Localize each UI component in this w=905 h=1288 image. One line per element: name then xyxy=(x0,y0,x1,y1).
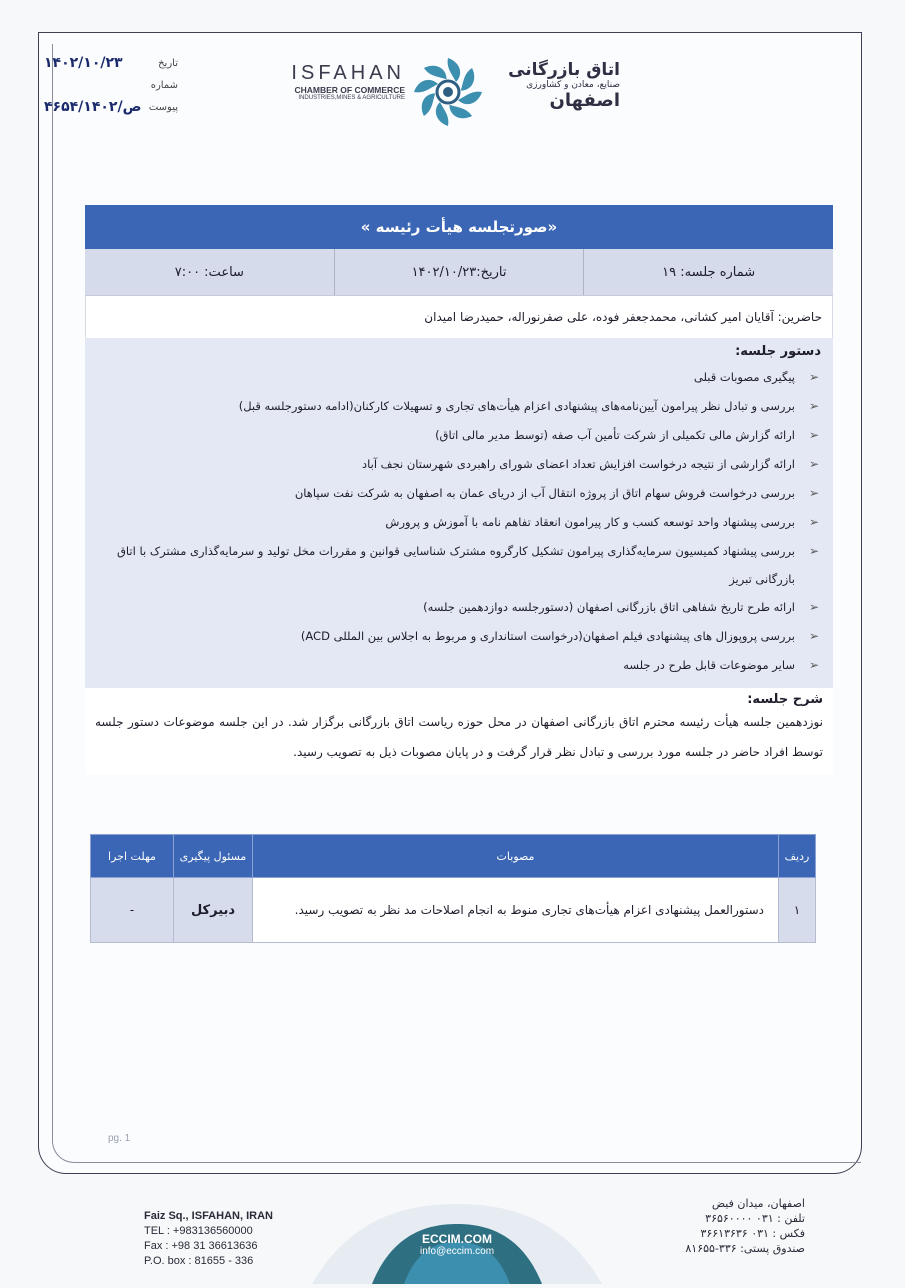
meta-number-label: شماره xyxy=(150,80,178,91)
footer-pobox-fa: صندوق پستی: ۳۳۶-۸۱۶۵۵ xyxy=(685,1242,805,1255)
agenda-item: ➢ ارائه گزارش مالی تکمیلی از شرکت تأمین آب صفه (توسط مدیر مالی اتاق) xyxy=(97,421,821,450)
footer-web-text xyxy=(312,1232,602,1257)
footer-address-en: Faiz Sq., ISFAHAN, IRAN xyxy=(144,1210,273,1222)
description-section xyxy=(85,688,833,775)
checkmark-arrow-icon: ➢ xyxy=(808,457,819,471)
description-heading: شرح جلسه: xyxy=(747,692,823,707)
agenda-section xyxy=(85,338,833,688)
table-header-row xyxy=(91,835,816,878)
logo-persian xyxy=(490,60,620,111)
footer-email[interactable]: info@eccim.com xyxy=(419,1246,495,1257)
cell-deadline: - xyxy=(91,878,174,943)
cell-resolution: دستورالعمل پیشنهادی اعزام هیأت‌های تجاری منوط به انجام اصلاحات مد نظر به تصویب رسید. xyxy=(253,878,779,943)
footer-contact-en xyxy=(144,1209,273,1269)
agenda-item: ➢ بررسی پیشنهاد واحد توسعه کسب و کار پیرامون انعقاد تفاهم نامه با آموزش و پرورش xyxy=(97,508,821,537)
meta-date-row xyxy=(44,55,184,80)
header-row-number: ردیف xyxy=(779,835,816,878)
footer-address-fa: اصفهان، میدان فیض xyxy=(711,1197,805,1210)
header-deadline: مهلت اجرا xyxy=(91,835,174,878)
footer-fax-en: Fax : +98 31 36613636 xyxy=(144,1240,258,1252)
page-number: pg. 1 xyxy=(108,1133,131,1144)
footer-website[interactable]: ECCIM.COM xyxy=(422,1232,492,1246)
footer-pobox-en: P.O. box : 81655 - 336 xyxy=(144,1255,254,1267)
header-responsible: مسئول پیگیری xyxy=(174,835,253,878)
attendees: حاضرین: آقایان امیر کشانی، محمدجعفر فوده، علی صفرنوراله، حمیدرضا امیدان xyxy=(85,296,833,338)
checkmark-arrow-icon: ➢ xyxy=(808,486,819,500)
session-date: تاریخ:۱۴۰۲/۱۰/۲۳ xyxy=(335,249,585,295)
footer-fax-fa: فکس : ۰۳۱ ۳۶۶۱۳۶۳۶ xyxy=(700,1227,805,1240)
meta-attachment-row xyxy=(44,99,184,124)
logo-fa-line2: صنایع، معادن و کشاورزی xyxy=(526,80,620,90)
agenda-item: ➢ بررسی درخواست فروش سهام اتاق از پروژه انتقال آب از دریای عمان به اصفهان به شرکت نفت سپاهان xyxy=(97,479,821,508)
agenda-list xyxy=(97,363,821,680)
description-text: نوزدهمین جلسه هیأت رئیسه محترم اتاق بازرگانی اصفهان در محل حوزه ریاست اتاق بازرگانی برگزار شد. در این جلسه موضوعات دستور جلسه توسط افراد حاضر در جلسه مورد بررسی و تبادل نظر قرار گرفت و در پایان مصوبات ذیل به تصویب رسید. xyxy=(95,715,823,759)
minutes-body xyxy=(85,205,833,775)
logo-en-sub2: INDUSTRIES,MINES & AGRICULTURE xyxy=(298,95,405,101)
checkmark-arrow-icon: ➢ xyxy=(808,428,819,442)
logo-fa-line3: اصفهان xyxy=(549,90,620,111)
agenda-item: ➢ ارائه گزارشی از نتیجه درخواست افزایش تعداد اعضای شورای راهبردی شهرستان نجف آباد xyxy=(97,450,821,479)
header-resolution: مصوبات xyxy=(253,835,779,878)
logo-fa-line1: اتاق بازرگانی xyxy=(508,60,620,80)
agenda-heading: دستور جلسه: xyxy=(735,344,821,359)
resolutions-table xyxy=(90,834,816,943)
footer-web-badge xyxy=(312,1194,602,1284)
checkmark-arrow-icon: ➢ xyxy=(808,600,819,614)
checkmark-arrow-icon: ➢ xyxy=(808,399,819,413)
chamber-logo xyxy=(280,54,630,132)
session-time: ساعت: ۷:۰۰ xyxy=(85,249,335,295)
agenda-item: ➢ بررسی پروپوزال های پیشنهادی فیلم اصفهان(درخواست استانداری و مربوط به اجلاس بین المللی ACD) xyxy=(97,622,821,651)
footer-tel-fa: تلفن : ۰۳۱ ۳۶۵۶۰۰۰۰ xyxy=(705,1212,805,1225)
meta-date-label: تاریخ xyxy=(158,58,178,69)
footer-tel-en: TEL : +983136560000 xyxy=(144,1225,253,1237)
checkmark-arrow-icon: ➢ xyxy=(808,629,819,643)
meta-attachment-label: پیوست xyxy=(148,102,178,113)
letter-meta xyxy=(44,55,184,124)
agenda-item: ➢ ارائه طرح تاریخ شفاهی اتاق بازرگانی اصفهان (دستورجلسه دوازدهمین جلسه) xyxy=(97,593,821,622)
checkmark-arrow-icon: ➢ xyxy=(808,515,819,529)
agenda-item: ➢ بررسی پیشنهاد کمیسیون سرمایه‌گذاری پیرامون تشکیل کارگروه مشترک شناسایی قوانین و مقررات مخل تولید و سرمایه‌گذاری مشترک با اتاق بازرگانی تبریز xyxy=(97,537,821,593)
minutes-title: «صورتجلسه هیأت رئیسه » xyxy=(85,205,833,249)
footer-contact-fa xyxy=(635,1196,805,1256)
cell-responsible: دبیرکل xyxy=(174,878,253,943)
chamber-emblem-icon xyxy=(410,54,486,130)
meta-date-value: ۱۴۰۲/۱۰/۲۳ xyxy=(44,55,123,71)
agenda-item: ➢ بررسی و تبادل نظر پیرامون آیین‌نامه‌های پیشنهادی اعزام هیأت‌های تجاری و تسهیلات کارکنان(ادامه دستورجلسه قبل) xyxy=(97,392,821,421)
session-number: شماره جلسه: ۱۹ xyxy=(662,264,756,280)
logo-english xyxy=(280,62,405,101)
agenda-item: ➢ پیگیری مصوبات قبلی xyxy=(97,363,821,392)
logo-en-title: ISFAHAN xyxy=(291,62,405,84)
checkmark-arrow-icon: ➢ xyxy=(808,544,819,558)
session-info-row xyxy=(85,249,833,296)
agenda-item: ➢ سایر موضوعات قابل طرح در جلسه xyxy=(97,651,821,680)
checkmark-arrow-icon: ➢ xyxy=(808,658,819,672)
table-row xyxy=(91,878,816,943)
checkmark-arrow-icon: ➢ xyxy=(808,370,819,384)
logo-en-sub1: CHAMBER OF COMMERCE xyxy=(294,85,405,95)
cell-row-number: ۱ xyxy=(779,878,816,943)
meta-attachment-value: ۴۶۵۴/ص/۱۴۰۲ xyxy=(44,99,142,115)
